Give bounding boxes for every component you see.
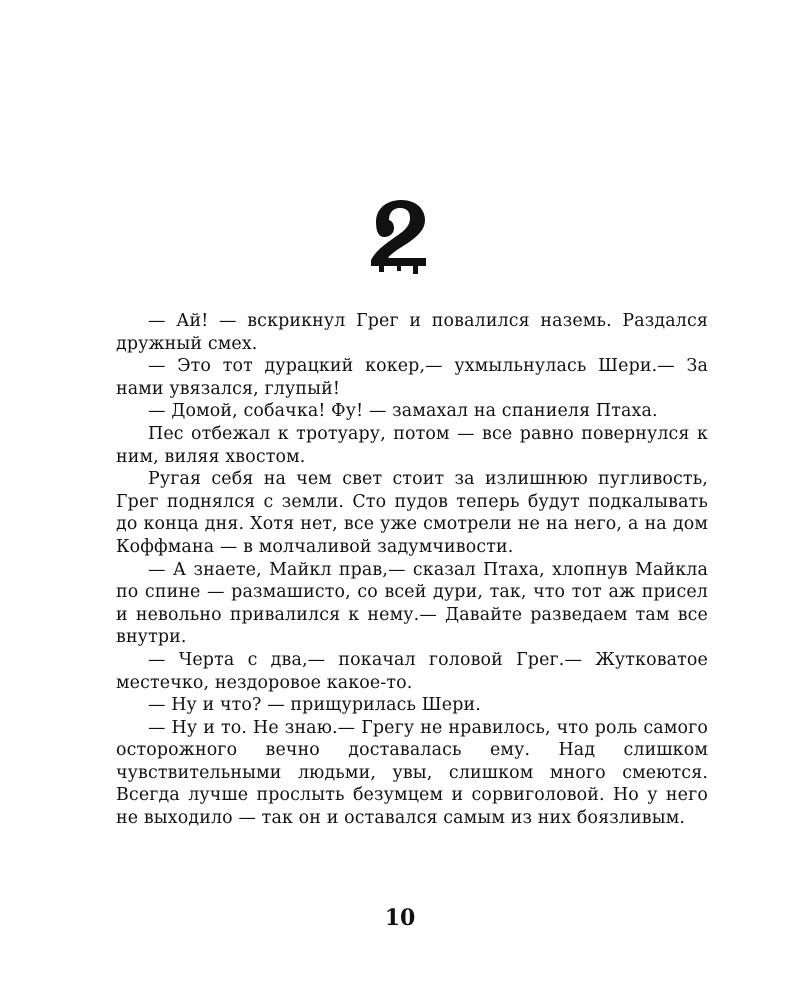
paragraph: Пес отбежал к тротуару, потом — все равно повернулся к ним, виляя хвостом. <box>116 423 708 467</box>
chapter-text <box>116 310 708 830</box>
paragraph: — Это тот дурацкий кокер,— ухмыльнулась Шери.— За нами увязался, глупый! <box>116 356 708 399</box>
paragraph: — Домой, собачка! Фу! — замахал на спаниеля Птаха. <box>148 401 658 422</box>
paragraph: — Черта с два,— покачал головой Грег.— Жутковатое местечко, нездоровое какое-то. <box>116 649 708 693</box>
paragraph: Ругая себя на чем свет стоит за излишнюю пугливость, Грег поднялся с земли. Сто пудов теперь будут подкалывать до конца дня. Хотя нет, все уже смотрели не на него, а на дом Коффмана — в молчаливой задумчивости. <box>116 469 708 557</box>
chapter-number <box>0 198 800 279</box>
page-number: 10 <box>384 905 416 931</box>
paragraph: — Ай! — вскрикнул Грег и повалился наземь. Раздался дружный смех. <box>116 311 708 354</box>
paragraph: — Ну и то. Не знаю.— Грегу не нравилось, что роль самого осторожного вечно доставалась ему. Над слишком чувствительными людьми, увы, слишком много смеются. Всегда лучше прослыть безумцем и сорвиголовой. Но у него не выходило — так он и оставался самым из них боязливым. <box>116 717 708 829</box>
paragraph: — Ну и что? — прищурилась Шери. <box>148 695 481 716</box>
dripping-numeral-two-icon <box>368 198 432 274</box>
paragraph: — А знаете, Майкл прав,— сказал Птаха, хлопнув Майкла по спине — размашисто, со всей дури, так, что тот аж присел и невольно привалился к нему.— Давайте разведаем там все внутри. <box>116 559 708 648</box>
